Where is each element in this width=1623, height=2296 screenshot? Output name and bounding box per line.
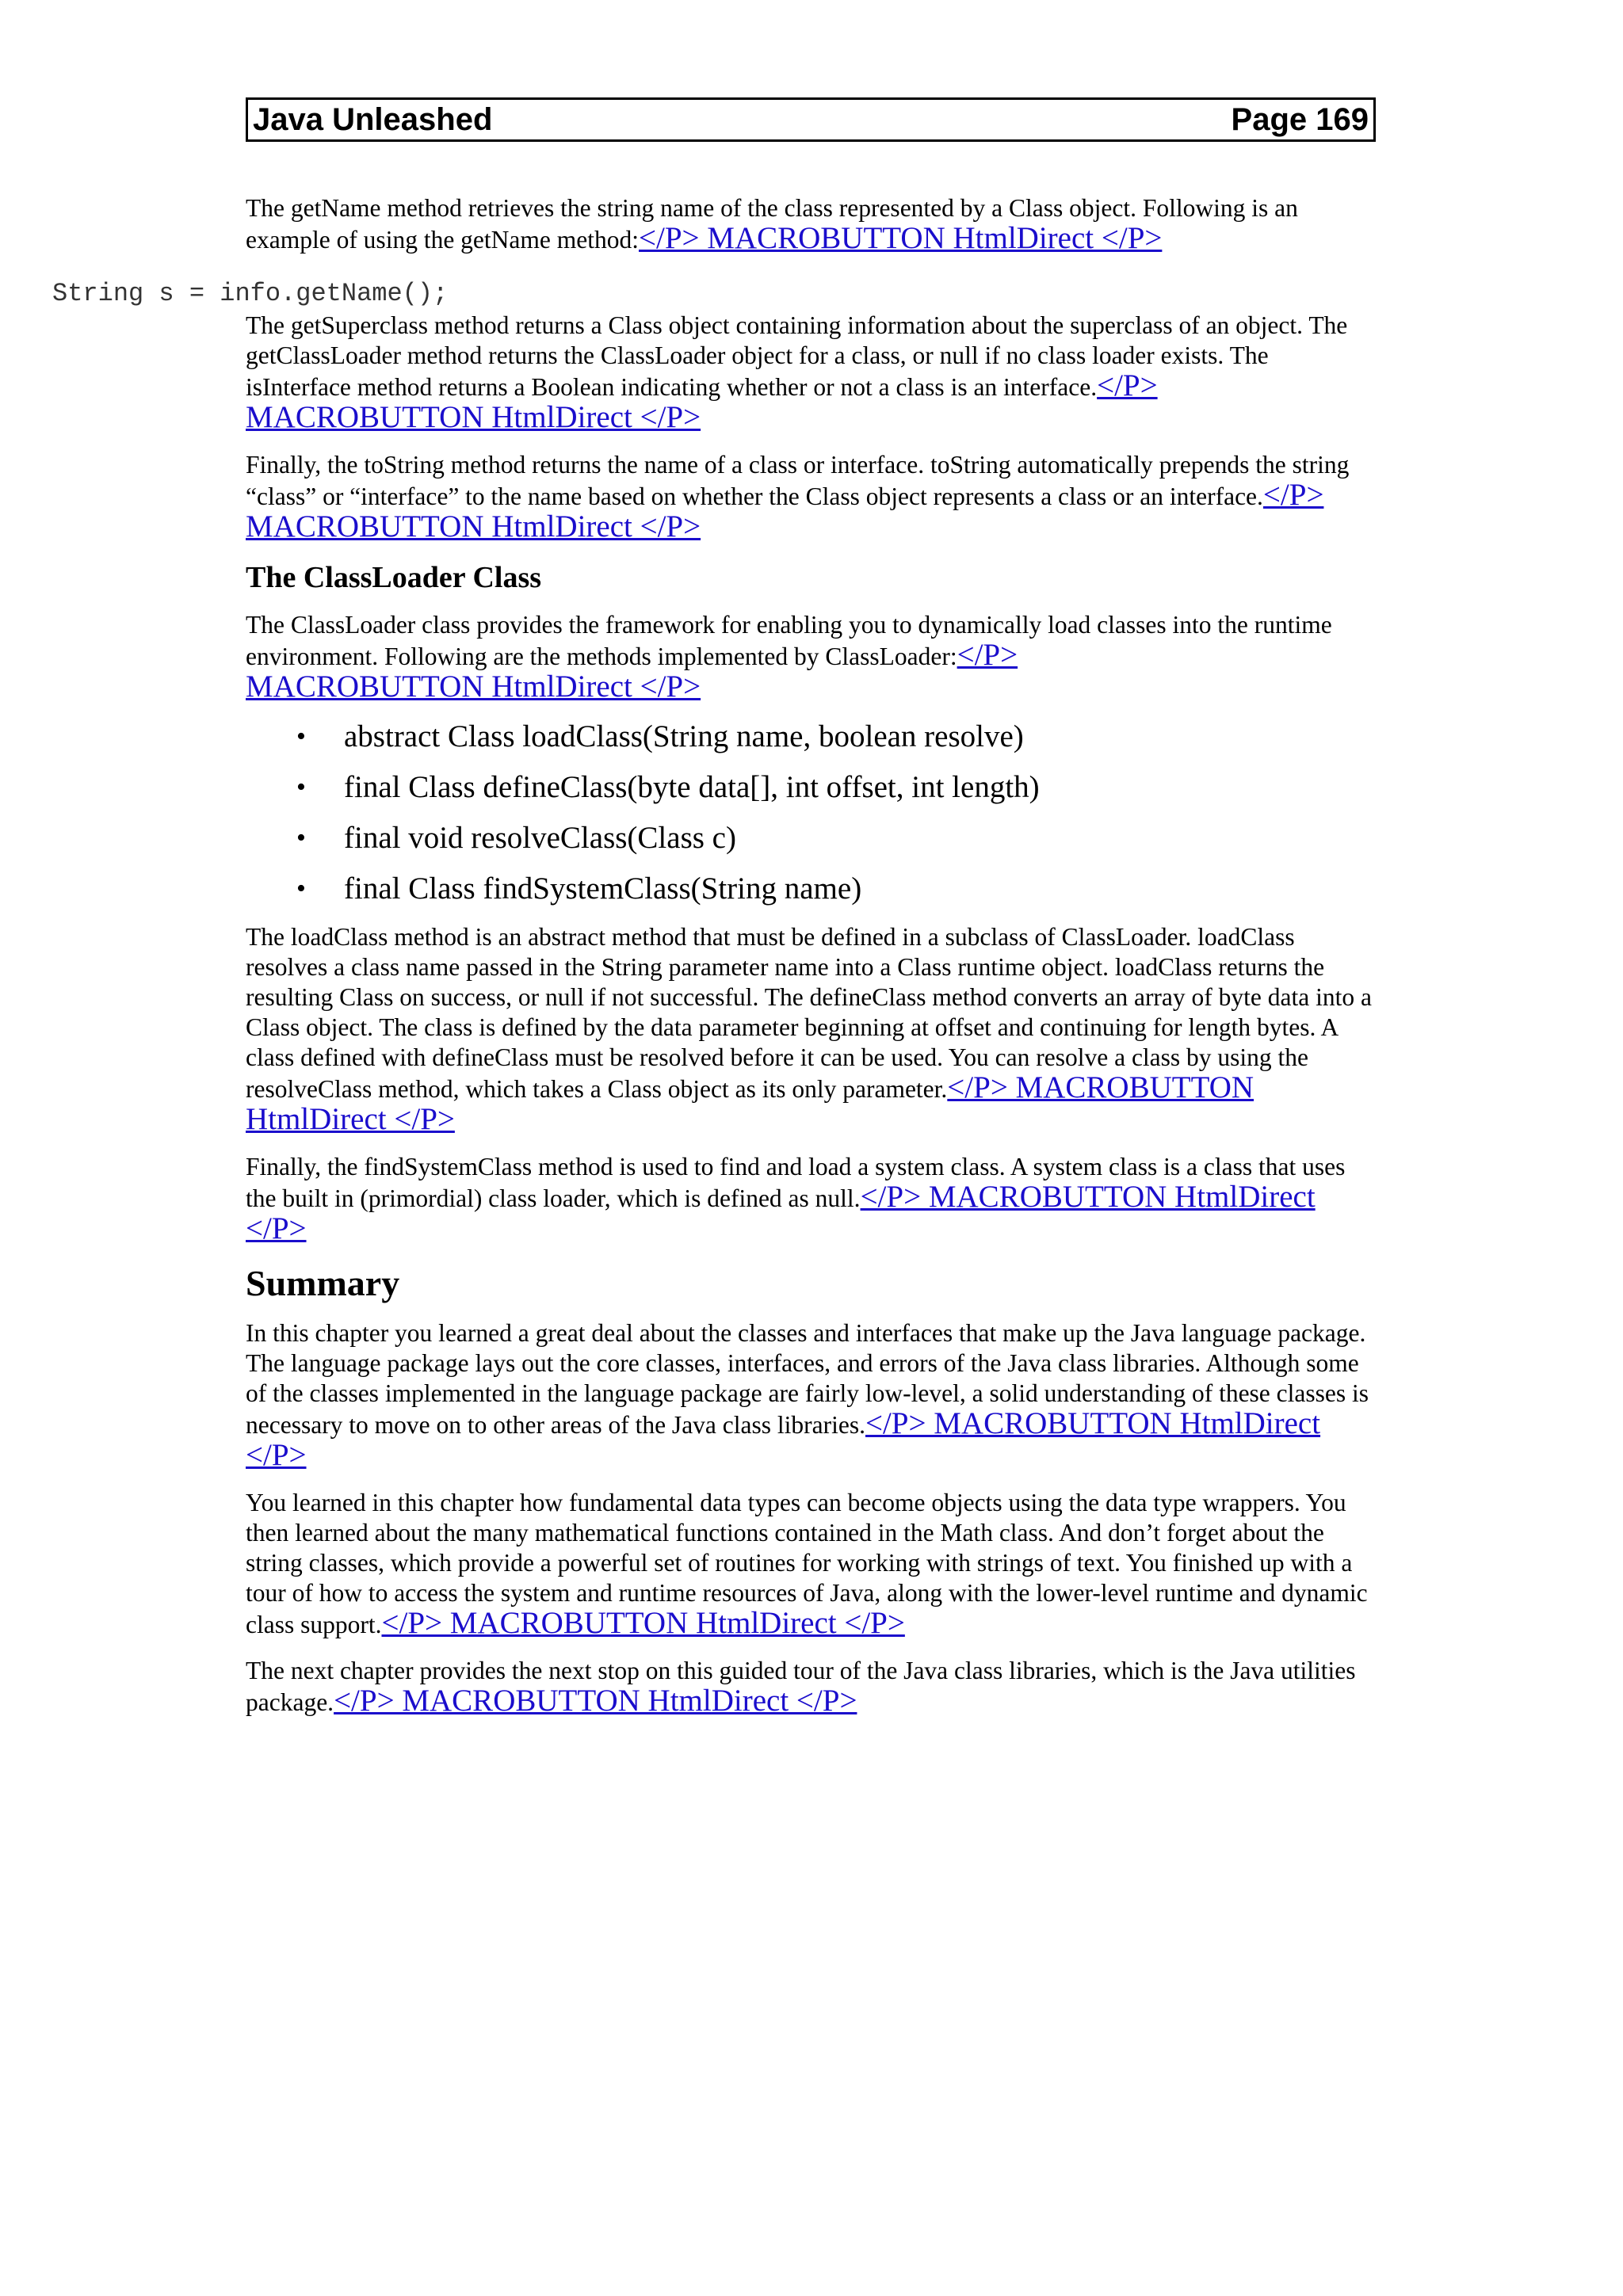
paragraph-summary-3: The next chapter provides the next stop on this guided tour of the Java class libraries, which is the Java utilities package.</P> MACROBUTTON HtmlDirect </P> xyxy=(246,1657,1356,1718)
list-item: • final void resolveClass(Class c) xyxy=(296,821,736,855)
page-number: Page 169 xyxy=(1231,101,1369,137)
heading-classloader: The ClassLoader Class xyxy=(246,561,542,594)
list-item: • final Class findSystemClass(String name) xyxy=(296,871,862,906)
code-sample: String s = info.getName(); xyxy=(52,279,449,308)
macrobutton-link[interactable]: </P> MACROBUTTON HtmlDirect </P> xyxy=(246,1070,1254,1136)
macrobutton-link[interactable]: </P> MACROBUTTON HtmlDirect </P> xyxy=(381,1606,905,1640)
macrobutton-link[interactable]: </P> xyxy=(957,638,1018,672)
document-body xyxy=(246,193,1379,1733)
bullet-icon: • xyxy=(296,772,306,802)
list-item: • abstract Class loadClass(String name, boolean resolve) xyxy=(296,719,1024,753)
paragraph-findsystemclass: Finally, the findSystemClass method is used to find and load a system class. A system class is a class that uses the built in (primordial) class loader, which is defined as null.</P> MACROBUTTON HtmlDirect </P> xyxy=(246,1153,1346,1245)
macrobutton-link[interactable]: </P> MACROBUTTON HtmlDirect </P> xyxy=(246,368,1158,434)
list-item: • final Class defineClass(byte data[], int offset, int length) xyxy=(296,770,1040,804)
heading-summary: Summary xyxy=(246,1263,400,1303)
book-title: Java Unleashed xyxy=(253,101,493,137)
paragraph-classloader-intro: The ClassLoader class provides the framework for enabling you to dynamically load classes into the runtime environment. Following are the methods implemented by ClassLoader:</P> MACROBUTTON HtmlDirect </P> xyxy=(246,611,1332,704)
method-list xyxy=(246,719,1379,906)
macrobutton-link[interactable]: </P> MACROBUTTON HtmlDirect </P> xyxy=(246,1180,1316,1245)
paragraph-loadclass: The loadClass method is an abstract method that must be defined in a subclass of ClassLoader. loadClass resolves a class name passed in the String parameter name into a Class runtime object. loadClass returns the resulting Class on success, or null if not successful. The defineClass method converts an array of byte data into a Class object. The class is defined by the data parameter beginning at offset and continuing for length bytes. A class defined with defineClass must be resolved before it can be used. You can resolve a class by using the resolveClass method, which takes a Class object as its only parameter.</P> MACROBUTTON HtmlDirect </P> xyxy=(246,923,1372,1136)
macrobutton-link[interactable]: </P> MACROBUTTON HtmlDirect </P> xyxy=(639,221,1163,255)
macrobutton-link[interactable]: </P> MACROBUTTON HtmlDirect </P> xyxy=(334,1684,857,1718)
paragraph-tostring: Finally, the toString method returns the name of a class or interface. toString automatically prepends the string “class” or “interface” to the name based on whether the Class object represents a class or an interface.</P> MACROBUTTON HtmlDirect </P> xyxy=(246,451,1350,543)
macrobutton-link[interactable]: </P> MACROBUTTON HtmlDirect </P> xyxy=(246,478,1324,543)
paragraph-getname: The getName method retrieves the string name of the class represented by a Class object. Following is an example of using the getName method:</P> MACROBUTTON HtmlDirect </P> xyxy=(246,194,1298,255)
macrobutton-link[interactable]: MACROBUTTON HtmlDirect </P> xyxy=(246,669,701,704)
bullet-icon: • xyxy=(296,874,306,903)
bullet-icon: • xyxy=(296,722,306,751)
bullet-icon: • xyxy=(296,823,306,852)
paragraph-summary-2: You learned in this chapter how fundamental data types can become objects using the data type wrappers. You then learned about the many mathematical functions contained in the Math class. And don’t forget about the string classes, which provide a powerful set of routines for working with strings of text. You finished up with a tour of how to access the system and runtime resources of Java, along with the lower-level runtime and dynamic class support.</P> MACROBUTTON HtmlDirect </P> xyxy=(246,1489,1368,1640)
paragraph-summary-1: In this chapter you learned a great deal about the classes and interfaces that make up the Java language package. The language package lays out the core classes, interfaces, and errors of the Java class libraries. Although some of the classes implemented in the language package are fairly low-level, a solid understanding of these classes is necessary to move on to other areas of the Java class libraries.</P> MACROBUTTON HtmlDirect </P> xyxy=(246,1319,1369,1472)
code-spacer xyxy=(246,271,1379,311)
page-header xyxy=(246,97,1376,142)
macrobutton-link[interactable]: </P> MACROBUTTON HtmlDirect </P> xyxy=(246,1406,1321,1472)
paragraph-getsuperclass: The getSuperclass method returns a Class object containing information about the superclass of an object. The getClassLoader method returns the ClassLoader object for a class, or null if no class loader exists. The isInterface method returns a Boolean indicating whether or not a class is an interface.</P> MACROBUTTON HtmlDirect </P> xyxy=(246,311,1348,434)
